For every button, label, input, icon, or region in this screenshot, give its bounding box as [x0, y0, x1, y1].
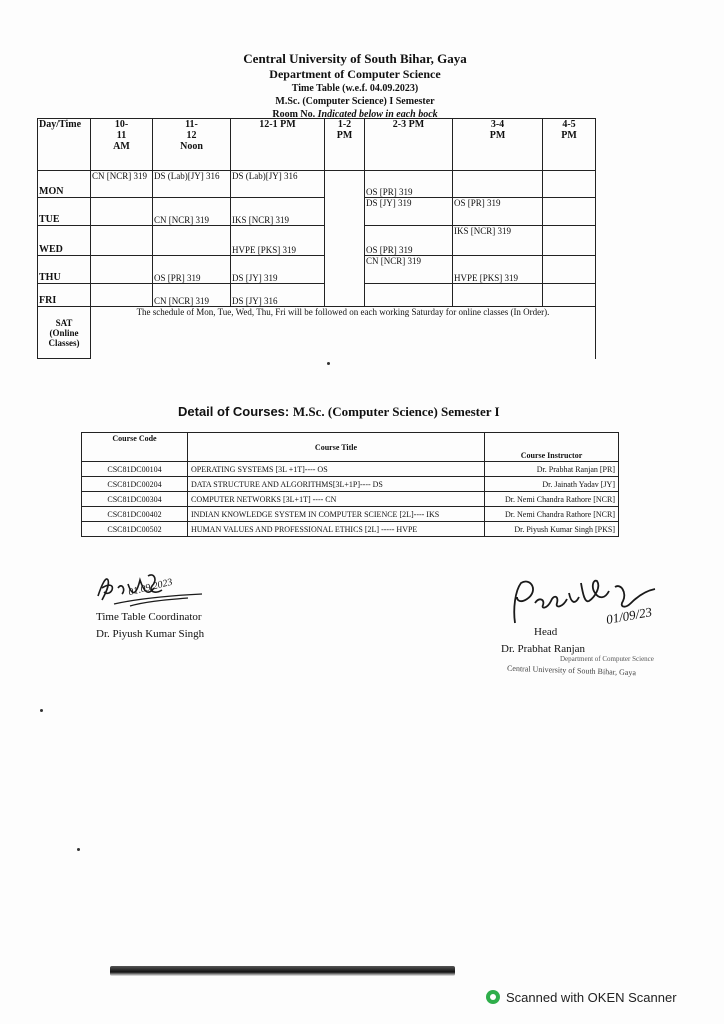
wed-10-11: [91, 226, 153, 256]
program-semester: M.Sc. (Computer Science) I Semester: [275, 96, 435, 107]
wed-2-3: OS [PR] 319: [365, 226, 453, 256]
wed-12-1: HVPE [PKS] 319: [231, 226, 325, 256]
tue-12-1: IKS [NCR] 319: [231, 198, 325, 226]
fri-2-3: [365, 284, 453, 307]
course-code: CSC81DC00204: [82, 477, 188, 492]
lunch-break-1-2: [325, 171, 365, 307]
col-header-10-11: 10- 11 AM: [91, 119, 153, 171]
table-row: [82, 462, 619, 477]
day-wed: WED: [38, 226, 91, 256]
course-title: OPERATING SYSTEMS [3L +1T]---- OS: [188, 462, 485, 477]
timetable-header-row: [38, 119, 596, 171]
tue-11-12: CN [NCR] 319: [153, 198, 231, 226]
scanner-text: Scanned with OKEN Scanner: [506, 990, 677, 1005]
saturday-note: The schedule of Mon, Tue, Wed, Thu, Fri will be followed on each working Saturday for online classes (In Order).: [91, 307, 596, 359]
course-instructor: Dr. Piyush Kumar Singh [PKS]: [485, 522, 619, 537]
details-subtitle: M.Sc. (Computer Science) Semester I: [292, 404, 500, 419]
university-name: Central University of South Bihar, Gaya: [243, 51, 467, 66]
scanner-watermark: [486, 990, 677, 1005]
col-header-11-12: 11- 12 Noon: [153, 119, 231, 171]
fri-10-11: [91, 284, 153, 307]
wed-11-12: [153, 226, 231, 256]
course-details-table: [81, 432, 619, 537]
head-date: 01/09/23: [604, 604, 654, 627]
table-row: [82, 522, 619, 537]
coordinator-name: Dr. Piyush Kumar Singh: [96, 628, 205, 640]
thu-2-3: CN [NCR] 319: [365, 256, 453, 284]
room-prefix: Room No.: [272, 109, 316, 120]
course-instructor: Dr. Prabhat Ranjan [PR]: [485, 462, 619, 477]
tue-3-4: OS [PR] 319: [453, 198, 543, 226]
wed-3-4: IKS [NCR] 319: [453, 226, 543, 256]
timetable-effective-date: Time Table (w.e.f. 04.09.2023): [291, 83, 419, 94]
thu-4-5: [543, 256, 596, 284]
course-title: INDIAN KNOWLEDGE SYSTEM IN COMPUTER SCIENCE [2L]---- IKS: [188, 507, 485, 522]
head-name: Dr. Prabhat Ranjan: [501, 643, 586, 655]
tue-10-11: [91, 198, 153, 226]
row-mon: [38, 171, 596, 198]
day-tue: TUE: [38, 198, 91, 226]
fri-11-12: CN [NCR] 319: [153, 284, 231, 307]
scanner-logo-icon: [486, 990, 500, 1004]
course-details-title: [178, 404, 500, 420]
mon-11-12: DS (Lab)[JY] 316: [153, 171, 231, 198]
coordinator-role: Time Table Coordinator: [96, 611, 202, 623]
row-sat: [38, 307, 596, 359]
scan-speck: [77, 848, 80, 851]
scan-speck: [40, 709, 43, 712]
day-thu: THU: [38, 256, 91, 284]
mon-3-4: [453, 171, 543, 198]
col-header-12-1: 12-1 PM: [231, 119, 325, 171]
table-row: [82, 492, 619, 507]
thu-10-11: [91, 256, 153, 284]
head-signature: [505, 573, 705, 633]
day-sat: SAT (Online Classes): [38, 307, 91, 359]
course-code-header: Course Code: [82, 433, 188, 462]
room-note: Indicated below in each bock: [317, 109, 438, 120]
stamp-department: Department of Computer Science: [560, 655, 654, 663]
col-header-2-3: 2-3 PM: [365, 119, 453, 171]
col-header-4-5: 4-5 PM: [543, 119, 596, 171]
mon-10-11: CN [NCR] 319: [91, 171, 153, 198]
course-title-header: Course Title: [188, 433, 485, 462]
table-row: [82, 507, 619, 522]
course-instructor: Dr. Jainath Yadav [JY]: [485, 477, 619, 492]
timetable-grid: [37, 118, 596, 359]
table-row: [82, 477, 619, 492]
mon-4-5: [543, 171, 596, 198]
col-header-1-2: 1-2 PM: [325, 119, 365, 171]
wed-4-5: [543, 226, 596, 256]
course-instructor: Dr. Nemi Chandra Rathore [NCR]: [485, 507, 619, 522]
fri-3-4: [453, 284, 543, 307]
head-role: Head: [534, 626, 558, 638]
course-code: CSC81DC00104: [82, 462, 188, 477]
thu-3-4: HVPE [PKS] 319: [453, 256, 543, 284]
course-instructor: Dr. Nemi Chandra Rathore [NCR]: [485, 492, 619, 507]
course-title: DATA STRUCTURE AND ALGORITHMS[3L+1P]---- DS: [188, 477, 485, 492]
course-title: COMPUTER NETWORKS [3L+1T] ---- CN: [188, 492, 485, 507]
course-code: CSC81DC00502: [82, 522, 188, 537]
thu-12-1: DS [JY] 319: [231, 256, 325, 284]
scan-speck: [327, 362, 330, 365]
day-mon: MON: [38, 171, 91, 198]
mon-12-1: DS (Lab)[JY] 316: [231, 171, 325, 198]
col-header-3-4: 3-4 PM: [453, 119, 543, 171]
scan-edge-mark: [110, 966, 455, 976]
row-tue: [38, 198, 596, 226]
course-code: CSC81DC00304: [82, 492, 188, 507]
tue-4-5: [543, 198, 596, 226]
courses-header-row: [82, 433, 619, 462]
tue-2-3: DS [JY] 319: [365, 198, 453, 226]
course-title: HUMAN VALUES AND PROFESSIONAL ETHICS [2L] ----- HVPE: [188, 522, 485, 537]
day-fri: FRI: [38, 284, 91, 307]
row-fri: [38, 284, 596, 307]
fri-12-1: DS [JY] 316: [231, 284, 325, 307]
course-instructor-header: Course Instructor: [485, 433, 619, 462]
coordinator-date: 01.09.2023: [127, 576, 174, 599]
thu-11-12: OS [PR] 319: [153, 256, 231, 284]
stamp-university: Central University of South Bihar, Gaya: [506, 663, 637, 678]
course-code: CSC81DC00402: [82, 507, 188, 522]
day-time-corner: Day/Time: [38, 119, 91, 171]
row-wed: [38, 226, 596, 256]
fri-4-5: [543, 284, 596, 307]
department-name: Department of Computer Science: [269, 67, 441, 81]
row-thu: [38, 256, 596, 284]
mon-2-3: OS [PR] 319: [365, 171, 453, 198]
details-heading: Detail of Courses:: [178, 404, 290, 419]
